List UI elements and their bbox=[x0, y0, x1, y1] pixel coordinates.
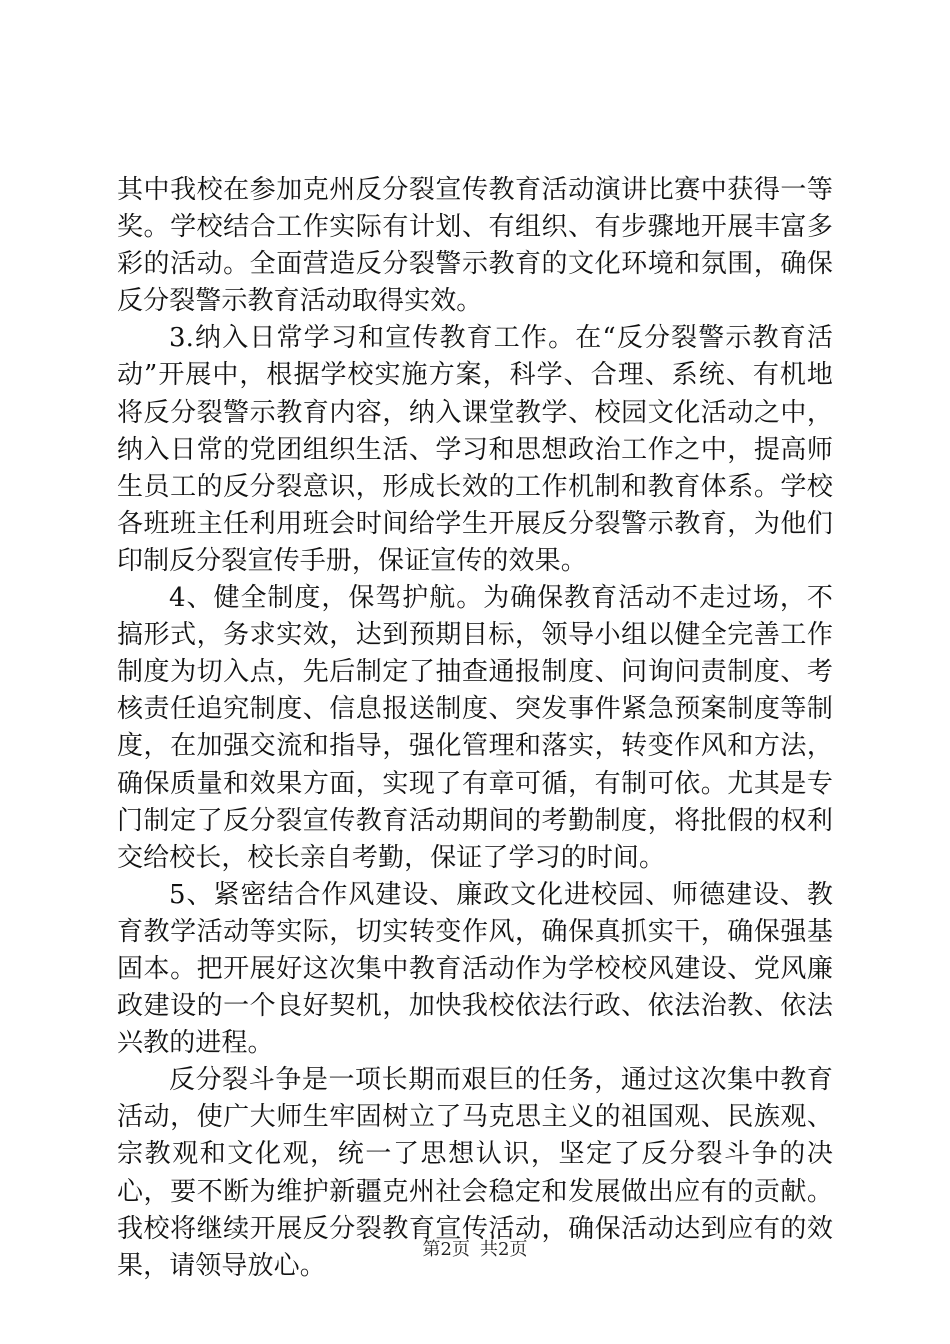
paragraph-3: 4、健全制度，保驾护航。为确保教育活动不走过场，不搞形式，务求实效，达到预期目标，领导小组以健全完善工作制度为切入点，先后制定了抽查通报制度、问询问责制度、考核责任追究制度、信息报送制度、突发事件紧急预案制度等制度，在加强交流和指导，强化管理和落实，转变作风和方法，确保质量和效果方面，实现了有章可循，有制可依。尤其是专门制定了反分裂宣传教育活动期间的考勤制度，将批假的权利交给校长，校长亲自考勤，保证了学习的时间。 bbox=[117, 583, 833, 873]
paragraph-2: 3.纳入日常学习和宣传教育工作。在“反分裂警示教育活动”开展中，根据学校实施方案，科学、合理、系统、有机地将反分裂警示教育内容，纳入课堂教学、校园文化活动之中，纳入日常的党团组织生活、学习和思想政治工作之中，提高师生员工的反分裂意识，形成长效的工作机制和教育体系。学校各班班主任利用班会时间给学生开展反分裂警示教育，为他们印制反分裂宣传手册，保证宣传的效果。 bbox=[117, 323, 833, 576]
page-footer bbox=[0, 1238, 950, 1262]
paragraph-1: 其中我校在参加克州反分裂宣传教育活动演讲比赛中获得一等奖。学校结合工作实际有计划、有组织、有步骤地开展丰富多彩的活动。全面营造反分裂警示教育的文化环境和氛围，确保反分裂警示教育活动取得实效。 bbox=[117, 175, 833, 317]
paragraph-5: 反分裂斗争是一项长期而艰巨的任务，通过这次集中教育活动，使广大师生牢固树立了马克思主义的祖国观、民族观、宗教观和文化观，统一了思想认识，坚定了反分裂斗争的决心，要不断为维护新疆克州社会稳定和发展做出应有的贡献。我校将继续开展反分裂教育宣传活动，确保活动达到应有的效果，请领导放心。 bbox=[117, 1065, 833, 1281]
page-number-total: 共2页 bbox=[480, 1239, 528, 1260]
page-number-current: 第2页 bbox=[422, 1239, 470, 1260]
paragraph-4: 5、紧密结合作风建设、廉政文化进校园、师德建设、教育教学活动等实际，切实转变作风，确保真抓实干，确保强基固本。把开展好这次集中教育活动作为学校校风建设、党风廉政建设的一个良好契机，加快我校依法行政、依法治教、依法兴教的进程。 bbox=[117, 879, 833, 1059]
document-body bbox=[117, 172, 833, 1285]
